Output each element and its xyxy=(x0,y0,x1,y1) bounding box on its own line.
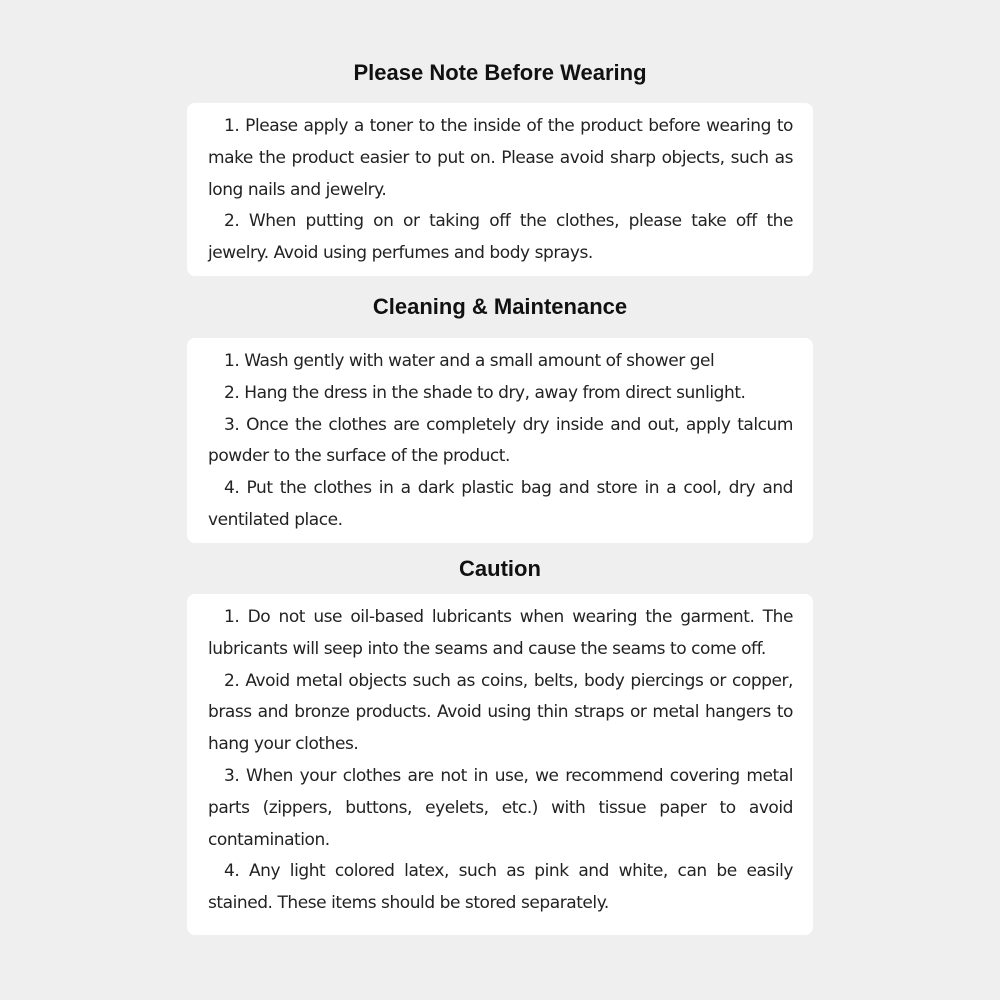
list-item: 4. Put the clothes in a dark plastic bag and store in a cool, dry and ventilated place. xyxy=(208,478,793,530)
section-title-caution: Caution xyxy=(459,556,541,581)
section-title-note-before-wearing: Please Note Before Wearing xyxy=(353,60,647,85)
list-item: 1. Do not use oil-based lubricants when wearing the garment. The lubricants will seep into the seams and cause the seams to come off. xyxy=(208,607,793,659)
list-item: 2. Hang the dress in the shade to dry, away from direct sunlight. xyxy=(224,382,746,403)
list-item: 2. When putting on or taking off the clothes, please take off the jewelry. Avoid using perfumes and body sprays. xyxy=(208,211,793,264)
list-item: 4. Any light colored latex, such as pink and white, can be easily stained. These items should be stored separately. xyxy=(208,861,793,914)
list-item: 3. Once the clothes are completely dry inside and out, apply talcum powder to the surface of the product. xyxy=(208,414,793,467)
list-item: 1. Please apply a toner to the inside of the product before wearing to make the product easier to put on. Please avoid sharp objects, such as long nails and jewelry. xyxy=(208,116,793,200)
list-item: 3. When your clothes are not in use, we recommend covering metal parts (zippers, buttons, eyelets, etc.) with tissue paper to avoid contamination. xyxy=(208,765,793,850)
caution-card xyxy=(187,594,813,935)
section-title-cleaning-maintenance: Cleaning & Maintenance xyxy=(372,294,628,319)
list-item: 2. Avoid metal objects such as coins, belts, body piercings or copper, brass and bronze products. Avoid using thin straps or metal hangers to hang your clothes. xyxy=(208,670,793,755)
list-item: 1. Wash gently with water and a small amount of shower gel xyxy=(224,351,715,371)
note-before-wearing-card xyxy=(187,103,813,276)
cleaning-maintenance-card xyxy=(187,338,813,543)
